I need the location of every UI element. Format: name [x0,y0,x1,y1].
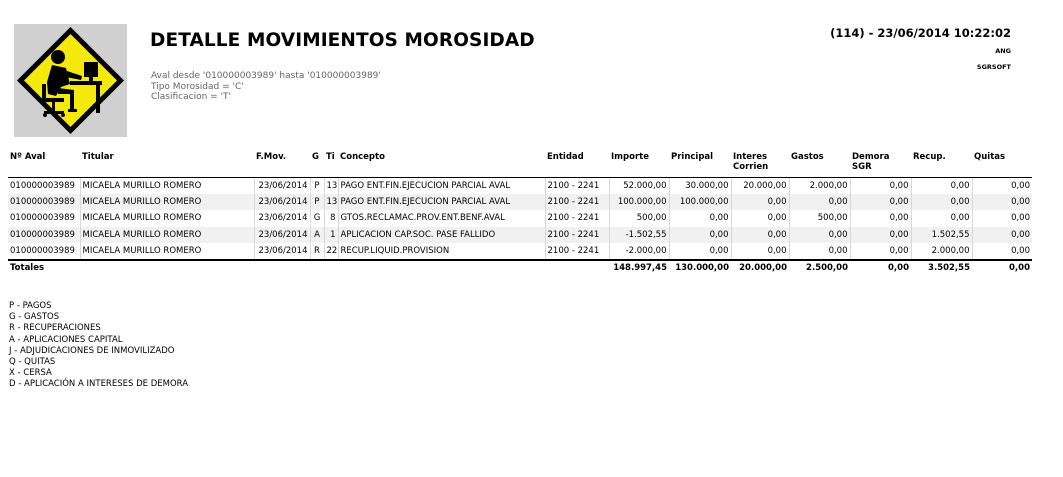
cell-importe: 500,00 [609,210,669,227]
cell-g: P [310,194,324,211]
table-header-row [8,152,1032,177]
legend-item: Q - QUITAS [9,357,56,368]
logo [14,24,127,137]
cell-fmov: 23/06/2014 [254,227,310,244]
report-user: ANG [995,47,1011,55]
cell-titular: MICAELA MURILLO ROMERO [80,210,254,227]
table-row [8,210,1032,227]
legend-item: J - ADJUDICACIONES DE INMOVILIZADO [9,345,175,356]
cell-entidad: 2100 - 2241 [545,210,609,227]
cell-interes: 0,00 [731,194,789,211]
cell-importe: 52.000,00 [609,177,669,194]
cell-principal: 100.000,00 [669,194,731,211]
cell-recup: 0,00 [911,194,972,211]
cell-quitas: 0,00 [972,194,1032,211]
cell-demora: 0,00 [850,194,911,211]
cell-fmov: 23/06/2014 [254,210,310,227]
cell-titular: MICAELA MURILLO ROMERO [80,177,254,194]
col-interes-line1: Interes [733,152,768,162]
total-quitas: 0,00 [972,260,1032,275]
cell-principal: 0,00 [669,243,731,260]
col-demora-line2: SGR [852,162,872,172]
col-entidad: Entidad [545,152,609,177]
cell-concepto: GTOS.RECLAMAC.PROV.ENT.BENF.AVAL [338,210,545,227]
cell-importe: -2.000,00 [609,243,669,260]
cell-gastos: 0,00 [789,227,850,244]
table-row [8,243,1032,260]
total-importe: 148.997,45 [609,260,669,275]
cell-principal: 30.000,00 [669,177,731,194]
cell-ti: 13 [324,194,338,211]
cell-gastos: 2.000,00 [789,177,850,194]
legend-item: X - CERSA [9,368,52,379]
cell-entidad: 2100 - 2241 [545,243,609,260]
total-gastos: 2.500,00 [789,260,850,275]
col-titular: Titular [80,152,254,177]
movements-table [8,152,1032,275]
total-demora: 0,00 [850,260,911,275]
cell-interes: 0,00 [731,210,789,227]
cell-demora: 0,00 [850,243,911,260]
cell-importe: 100.000,00 [609,194,669,211]
col-aval: Nº Aval [8,152,80,177]
cell-entidad: 2100 - 2241 [545,227,609,244]
cell-g: A [310,227,324,244]
col-demora-line1: Demora [852,152,890,162]
cell-concepto: APLICACION CAP.SOC. PASE FALLIDO [338,227,545,244]
col-g: G [310,152,324,177]
totals-row [8,260,1032,275]
cell-titular: MICAELA MURILLO ROMERO [80,243,254,260]
cell-gastos: 500,00 [789,210,850,227]
legend-item: P - PAGOS [9,301,52,311]
cell-entidad: 2100 - 2241 [545,177,609,194]
cell-gastos: 0,00 [789,194,850,211]
cell-demora: 0,00 [850,210,911,227]
table-row [8,194,1032,211]
filter-tipo-morosidad: Tipo Morosidad = 'C' [151,81,244,92]
cell-g: P [310,177,324,194]
legend-item: R - RECUPERACIONES [9,323,101,334]
cell-aval: 010000003989 [8,210,80,227]
legend-item: G - GASTOS [9,312,60,323]
cell-demora: 0,00 [850,177,911,194]
cell-interes: 20.000,00 [731,177,789,194]
cell-recup: 0,00 [911,210,972,227]
cell-aval: 010000003989 [8,194,80,211]
cell-gastos: 0,00 [789,243,850,260]
cell-quitas: 0,00 [972,243,1032,260]
cell-entidad: 2100 - 2241 [545,194,609,211]
table-row [8,177,1032,194]
legend [9,301,188,391]
col-ti: Ti [324,152,338,177]
cell-concepto: PAGO ENT.FIN.EJECUCION PARCIAL AVAL [338,177,545,194]
cell-importe: -1.502,55 [609,227,669,244]
filter-clasificacion: Clasificacion = 'T' [151,92,231,102]
col-principal: Principal [669,152,731,177]
cell-recup: 2.000,00 [911,243,972,260]
cell-quitas: 0,00 [1011,213,1030,224]
col-importe: Importe [609,152,669,177]
cell-fmov: 23/06/2014 [254,177,310,194]
cell-concepto: RECUP.LIQUID.PROVISION [338,243,545,260]
computer-user-warning-icon [14,24,127,137]
page-title: DETALLE MOVIMIENTOS MOROSIDAD [150,30,535,51]
table-row [8,227,1032,244]
col-gastos: Gastos [789,152,850,177]
cell-recup: 0,00 [911,177,972,194]
cell-aval: 010000003989 [8,227,80,244]
col-recup: Recup. [911,152,972,177]
cell-quitas: 0,00 [972,227,1032,244]
col-quitas: Quitas [972,152,1032,177]
cell-principal: 0,00 [669,227,731,244]
cell-quitas: 0,00 [972,177,1032,194]
legend-item: A - APLICACIONES CAPITAL [9,334,123,345]
report-filters [151,71,381,103]
total-principal: 130.000,00 [669,260,731,275]
cell-interes: 0,00 [731,227,789,244]
cell-ti: 1 [324,227,338,244]
cell-concepto: PAGO ENT.FIN.EJECUCION PARCIAL AVAL [338,194,545,211]
total-interes: 20.000,00 [731,260,789,275]
cell-ti: 8 [324,210,338,227]
cell-g: G [310,210,324,227]
cell-ti: 13 [324,177,338,194]
cell-aval: 010000003989 [8,243,80,260]
cell-fmov: 23/06/2014 [254,243,310,260]
col-concepto: Concepto [338,152,545,177]
filter-aval: Aval desde '010000003989' hasta '010000003989' [151,71,381,81]
cell-fmov: 23/06/2014 [254,194,310,211]
app-name: SGRSOFT [976,63,1011,71]
col-fmov: F.Mov. [254,152,310,177]
cell-aval: 010000003989 [8,177,80,194]
col-demora [850,152,911,177]
totals-label: Totales [8,260,80,275]
cell-g: R [310,243,324,260]
cell-titular: MICAELA MURILLO ROMERO [80,227,254,244]
cell-interes: 0,00 [731,243,789,260]
cell-recup: 1.502,55 [911,227,972,244]
cell-titular: MICAELA MURILLO ROMERO [80,194,254,211]
total-recup: 3.502,55 [911,260,972,275]
cell-ti: 22 [324,243,338,260]
col-interes-line2: Corrien [733,162,769,172]
col-interes [731,152,789,177]
cell-principal: 0,00 [669,210,731,227]
report-timestamp: (114) - 23/06/2014 10:22:02 [830,26,1011,40]
legend-item: D - APLICACIÓN A INTERESES DE DEMORA [9,379,189,390]
cell-demora: 0,00 [850,227,911,244]
